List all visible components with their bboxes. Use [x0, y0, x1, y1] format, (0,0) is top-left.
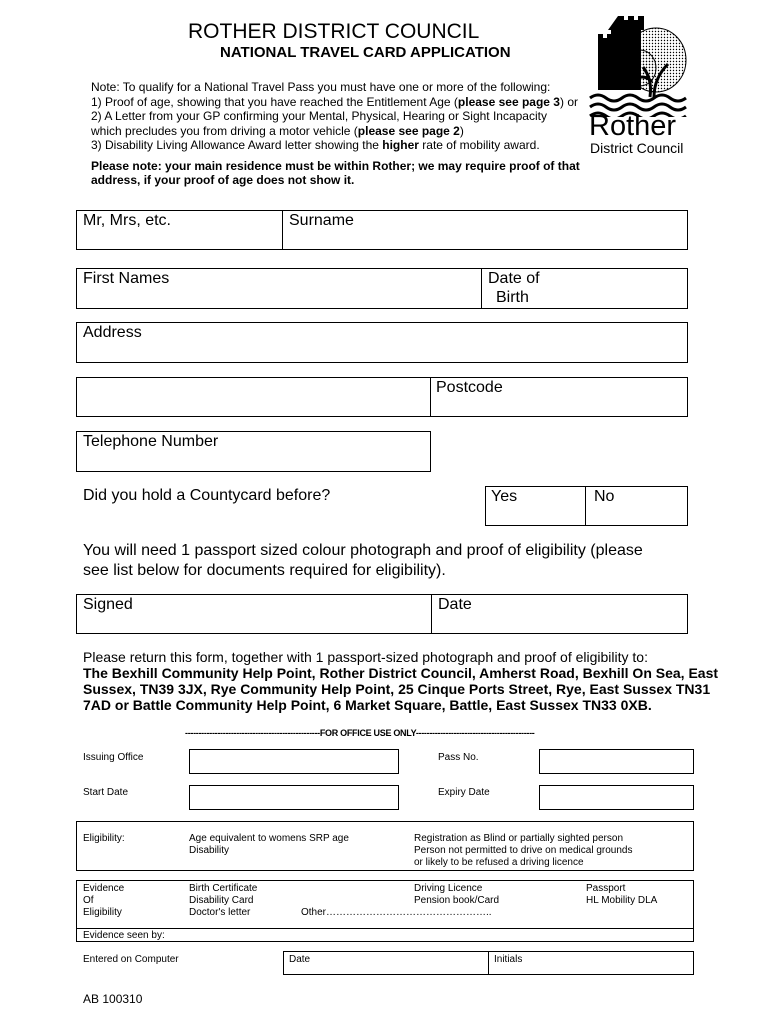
ev-disability-card: Disability Card — [189, 895, 254, 906]
first-names-label: First Names — [83, 270, 170, 287]
surname-label: Surname — [289, 212, 354, 229]
entered-date-label: Date — [289, 954, 311, 965]
elig-age: Age equivalent to womens SRP age — [189, 833, 349, 844]
ev-birth-cert: Birth Certificate — [189, 883, 258, 894]
ev-pension: Pension book/Card — [414, 895, 500, 906]
note-item-3: 3) Disability Living Allowance Award letter showing the higher rate of mobility award. — [91, 138, 540, 152]
issuing-office-field[interactable] — [189, 749, 399, 774]
evidence-seen-by: Evidence seen by: — [83, 930, 165, 941]
castle-tree-icon — [588, 12, 688, 117]
return-address-2: Sussex, TN39 3JX, Rye Community Help Point, 25 Cinque Ports Street, Rye, East Sussex TN31 — [83, 681, 711, 697]
return-address-3: 7AD or Battle Community Help Point, 6 Market Square, Battle, East Sussex TN33 0XB. — [83, 697, 652, 713]
please-note: Please note: your main residence must be within Rother; we may require proof of that address, if your proof of age does not show it. — [91, 158, 580, 187]
council-title: ROTHER DISTRICT COUNCIL — [188, 20, 480, 43]
signed-label: Signed — [83, 596, 133, 613]
office-use-divider: --------------------------------------------------FOR OFFICE USE ONLY-------------------------------------------- — [185, 728, 535, 738]
date-label: Date — [438, 596, 472, 613]
return-address-1: The Bexhill Community Help Point, Rother District Council, Amherst Road, Bexhill On Sea, East — [83, 665, 719, 681]
yes-label: Yes — [491, 488, 518, 505]
eligibility-label: Eligibility: — [83, 833, 125, 844]
expiry-date-label: Expiry Date — [438, 787, 490, 798]
note-item-2b: which precludes you from driving a motor vehicle (please see page 2) — [91, 123, 464, 138]
ev-driving-licence: Driving Licence — [414, 883, 483, 894]
note-item-2: 2) A Letter from your GP confirming your Mental, Physical, Hearing or Sight Incapacity — [91, 109, 547, 123]
entered-on-computer-label: Entered on Computer — [83, 954, 179, 965]
eligibility-notes — [91, 80, 581, 188]
ev-passport: Passport — [586, 883, 626, 894]
photo-note-2: see list below for documents required for eligibility). — [83, 562, 446, 579]
initials-label: Initials — [494, 954, 523, 965]
entered-date-field[interactable] — [283, 951, 489, 975]
address-field[interactable] — [76, 322, 688, 363]
evidence-label-3: Eligibility — [83, 907, 122, 918]
expiry-date-field[interactable] — [539, 785, 694, 810]
form-reference: AB 100310 — [83, 992, 143, 1006]
postcode-label: Postcode — [436, 379, 503, 396]
dob-label-1: Date of — [488, 270, 540, 287]
evidence-label-2: Of — [83, 895, 94, 906]
telephone-label: Telephone Number — [83, 433, 219, 450]
photo-note-1: You will need 1 passport sized colour photograph and proof of eligibility (please — [83, 542, 643, 559]
dob-label-2: Birth — [496, 289, 529, 306]
elig-refused: or likely to be refused a driving licence — [414, 857, 584, 868]
evidence-label-1: Evidence — [83, 883, 125, 894]
evidence-divider — [76, 928, 694, 929]
ev-hl-mobility: HL Mobility DLA — [586, 895, 658, 906]
ev-other: Other………………………………………….. — [301, 907, 492, 918]
logo-name: Rother — [589, 110, 677, 142]
elig-blind: Registration as Blind or partially sighted person — [414, 833, 623, 844]
start-date-field[interactable] — [189, 785, 399, 810]
pass-no-label: Pass No. — [438, 752, 479, 763]
issuing-office-label: Issuing Office — [83, 752, 144, 763]
countycard-question: Did you hold a Countycard before? — [83, 487, 331, 504]
start-date-label: Start Date — [83, 787, 129, 798]
address-line-2[interactable] — [76, 377, 431, 417]
address-label: Address — [83, 324, 142, 341]
title-label: Mr, Mrs, etc. — [83, 212, 171, 229]
elig-disability: Disability — [189, 845, 230, 856]
ev-doctor-letter: Doctor's letter — [189, 907, 251, 918]
form-title: NATIONAL TRAVEL CARD APPLICATION — [220, 44, 511, 61]
pass-no-field[interactable] — [539, 749, 694, 774]
note-intro: Note: To qualify for a National Travel Pass you must have one or more of the following: — [91, 80, 551, 94]
return-instructions: Please return this form, together with 1 passport-sized photograph and proof of eligibility to: — [83, 649, 648, 665]
no-label: No — [594, 488, 615, 505]
logo-tagline: District Council — [590, 140, 684, 156]
elig-not-driving: Person not permitted to drive on medical grounds — [414, 845, 633, 856]
note-item-1: 1) Proof of age, showing that you have reached the Entitlement Age (please see page 3) or — [91, 94, 578, 109]
